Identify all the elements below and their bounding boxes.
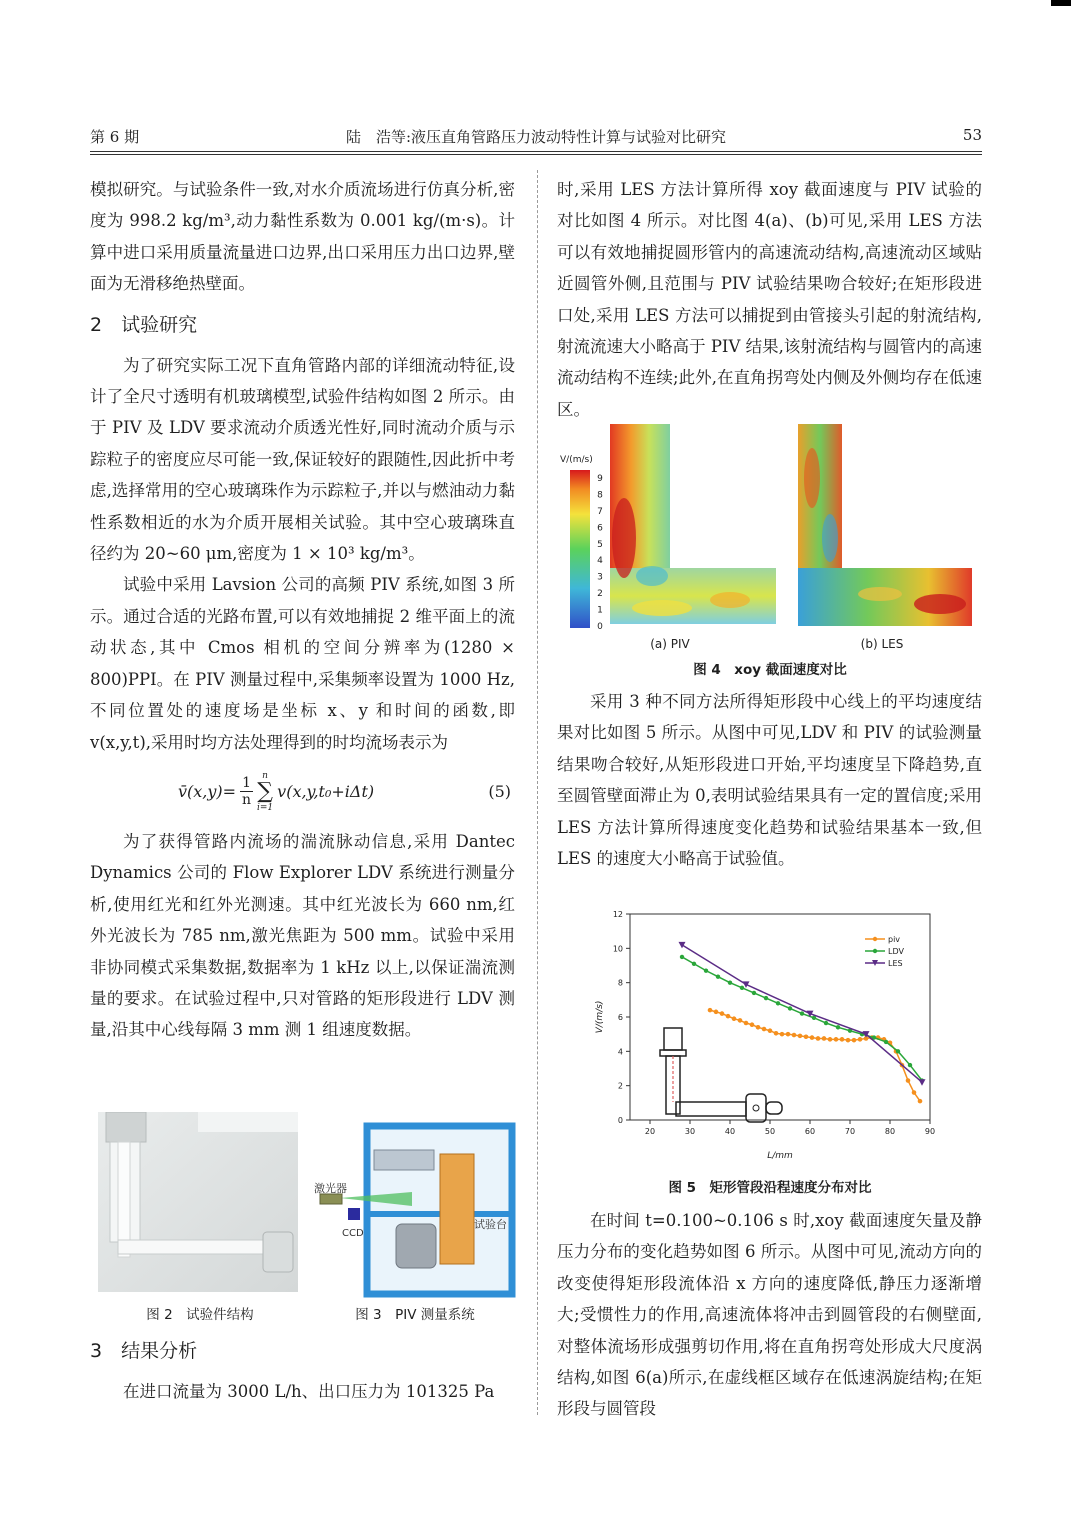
colorbar-tick-label: 6 <box>597 523 603 534</box>
data-point-piv <box>828 1037 833 1042</box>
right-paragraph-3: 在时间 t=0.100~0.106 s 时,xoy 截面速度矢量及静压力分布的变化趋势如图 6 所示。从图中可见,流动方向的改变使得矩形段流体沿 x 方向的速度降低,静压力逐渐增大;受惯性力的作用,高速流体将冲击到圆管段的右侧壁面,对整体流场形成强剪切作用,将在直角拐弯处形成大尺度涡结构,如图 6(a)所示,在虚线框区域存在低速涡旋结构;在矩形段与圆管段 <box>557 1211 982 1419</box>
x-tick-label: 40 <box>724 1127 736 1136</box>
velocity-line-chart <box>580 906 960 1174</box>
piv-contour <box>610 424 776 624</box>
data-point-piv <box>822 1036 827 1041</box>
colorbar-tick-label: 3 <box>597 572 603 583</box>
y-tick-label: 0 <box>617 1116 623 1125</box>
colorbar-ticks <box>597 474 603 632</box>
data-point-LDV <box>728 980 732 984</box>
legend-marker-piv <box>873 937 877 941</box>
left-column <box>90 174 515 1046</box>
left-paragraph-4: 为了获得管路内流场的湍流脉动信息,采用 Dantec Dynamics 公司的 Flow Explorer LDV 系统进行测量分析,使用红光和红外光测速。其中红光波长为 660 nm,红外光波长为 785 nm,激光焦距为 500 mm。试验中采用非协同模式采集数据,数据率为 1 kHz 以上,以保证湍流测量的要求。在试验过程中,只对管路的矩形段进行 LDV 测量,沿其中心线每隔 3 mm 测 1 组速度数据。 <box>90 831 515 1040</box>
data-point-piv <box>738 1018 743 1023</box>
colorbar-tick-label: 2 <box>597 589 603 600</box>
data-point-piv <box>906 1078 911 1083</box>
data-point-piv <box>912 1090 917 1095</box>
data-point-piv <box>918 1099 923 1104</box>
column-divider <box>537 170 538 1415</box>
y-tick-label: 10 <box>612 944 623 954</box>
right-column-top <box>557 174 982 425</box>
data-point-LDV <box>884 1040 888 1044</box>
data-point-piv <box>714 1010 719 1015</box>
figure-4 <box>560 418 980 680</box>
data-point-LDV <box>908 1063 912 1067</box>
y-tick-label: 4 <box>617 1047 623 1057</box>
colorbar-label: V/(m/s) <box>560 455 593 465</box>
data-point-piv <box>858 1037 863 1042</box>
running-title: 陆 浩等:液压直角管路压力波动特性计算与试验对比研究 <box>345 128 727 146</box>
data-point-LDV <box>836 1025 840 1029</box>
y-tick-label: 12 <box>612 910 623 919</box>
issue-number: 第 6 期 <box>90 128 140 146</box>
data-point-piv <box>840 1037 845 1042</box>
left-paragraph-2: 为了研究实际工况下直角管路内部的详细流动特征,设计了全尺寸透明有机玻璃模型,试验件结构如图 2 所示。由于 PIV 及 LDV 要求流动介质透光性好,同时流动介质与示踪粒子的密度应尽可能一致,保证较好的跟随性,因此折中考虑,选择常用的空心玻璃珠作为示踪粒子,并以与燃油动力黏性系数相近的水为介质开展相关试验。其中空心玻璃珠直径约为 20~60 μm,密度为 1 × 10³ kg/m³。 <box>90 355 515 564</box>
data-point-piv <box>768 1028 773 1033</box>
right-paragraph-1: 时,采用 LES 方法计算所得 xoy 截面速度与 PIV 试验的对比如图 4 所示。对比图 4(a)、(b)可见,采用 LES 方法可以有效地捕捉圆形管内的高速流动结构,高速流动区域贴近圆管外侧,且范围与 PIV 试验结果吻合较好;在矩形段进口处,采用 LES 方法可以捕捉到由管接头引起的射流结构,射流流速大小略高于 PIV 结果,该射流结构与圆管内的高速流动结构不连续;此外,在直角拐弯处内侧及外侧均存在低速区。 <box>557 180 982 419</box>
data-point-piv <box>774 1031 779 1036</box>
data-point-LDV <box>704 968 708 972</box>
data-point-LDV <box>776 1001 780 1005</box>
right-paragraph-2: 采用 3 种不同方法所得矩形段中心线上的平均速度结果对比如图 5 所示。从图中可见,LDV 和 PIV 的试验测量结果吻合较好,从矩形段进口开始,平均速度呈下降趋势,直至圆管壁面滞止为 0,表明试验结果具有一定的置信度;采用 LES 方法计算所得速度变化趋势和试验结果基本一致,但 LES 的速度大小略高于试验值。 <box>557 692 982 869</box>
data-point-piv <box>804 1034 809 1039</box>
label-test-bench: 试验台 <box>474 1218 507 1231</box>
running-header <box>90 126 982 148</box>
section-2-heading: 2 试验研究 <box>90 313 198 336</box>
x-tick-label: 70 <box>844 1127 856 1136</box>
data-point-LDV <box>680 955 684 959</box>
data-point-LDV <box>788 1006 792 1010</box>
y-tick-label: 6 <box>617 1013 623 1022</box>
figure-5-caption: 图 5 矩形管段沿程速度分布对比 <box>668 1180 872 1196</box>
colorbar-tick-label: 7 <box>597 506 603 517</box>
data-point-LDV <box>896 1049 900 1053</box>
figure-4-contours <box>560 418 980 680</box>
x-tick-label: 30 <box>684 1127 696 1136</box>
colorbar-tick-label: 5 <box>597 539 603 550</box>
corner-mark <box>1051 0 1071 6</box>
equation-number: (5) <box>488 782 511 802</box>
header-rule-bottom <box>90 154 982 155</box>
equation-5 <box>90 764 515 820</box>
data-point-LDV <box>716 974 720 978</box>
legend-label-piv: piv <box>888 935 901 944</box>
data-point-piv <box>792 1033 797 1038</box>
colorbar-tick-label: 4 <box>597 556 603 567</box>
colorbar-tick-label: 1 <box>597 605 603 616</box>
x-tick-label: 20 <box>644 1127 656 1136</box>
figure-5-chart <box>580 906 960 1174</box>
data-point-piv <box>852 1038 857 1043</box>
right-column-bottom <box>557 1205 982 1425</box>
y-tick-label: 2 <box>617 1081 623 1091</box>
section-3-heading: 3 结果分析 <box>90 1340 198 1362</box>
data-point-piv <box>762 1027 767 1032</box>
colorbar-tick-label: 0 <box>597 622 603 632</box>
header-rule-top <box>90 151 982 152</box>
data-point-piv <box>780 1032 785 1037</box>
sum-lower: i=1 <box>257 802 274 813</box>
right-column-middle <box>557 686 982 874</box>
equation-fraction <box>240 775 253 808</box>
data-point-piv <box>744 1021 749 1026</box>
les-contour <box>798 424 972 626</box>
equation-formula <box>178 771 374 813</box>
page-number: 53 <box>962 126 982 144</box>
equation-lhs: v̄(x,y)= <box>178 782 237 802</box>
subcaption-a: (a) PIV <box>650 637 690 651</box>
equation-rhs: v(x,y,t₀+iΔt) <box>277 782 375 802</box>
legend-label-LES: LES <box>888 959 903 968</box>
data-point-piv <box>846 1038 851 1043</box>
x-axis-label: L/mm <box>767 1151 793 1161</box>
figure-4-caption: 图 4 xoy 截面速度对比 <box>693 662 847 678</box>
data-point-piv <box>786 1032 791 1037</box>
legend-marker-LDV <box>873 949 877 953</box>
data-point-LDV <box>800 1011 804 1015</box>
x-tick-label: 50 <box>764 1127 776 1136</box>
data-point-piv <box>816 1036 821 1041</box>
data-point-LDV <box>740 986 744 990</box>
label-ccd: CCD <box>342 1228 364 1239</box>
fraction-denominator: n <box>242 792 252 809</box>
data-point-piv <box>756 1025 761 1030</box>
y-tick-label: 8 <box>617 978 623 988</box>
colorbar-tick-label: 9 <box>597 474 603 484</box>
x-tick-label: 60 <box>804 1127 816 1136</box>
figure-3-caption: 图 3 PIV 测量系统 <box>355 1307 475 1323</box>
left-paragraph-1: 模拟研究。与试验条件一致,对水介质流场进行仿真分析,密度为 998.2 kg/m³,动力黏性系数为 0.001 kg/(m·s)。计算中进口采用质量流量进口边界,出口采用压力出口边界,壁面为无滑移绝热壁面。 <box>90 180 515 294</box>
data-point-LDV <box>692 962 696 966</box>
data-point-piv <box>798 1034 803 1039</box>
subcaption-b: (b) LES <box>860 637 904 651</box>
fraction-numerator: 1 <box>242 775 251 792</box>
data-point-piv <box>732 1016 737 1021</box>
label-laser: 激光器 <box>314 1182 347 1195</box>
left-paragraph-3: 试验中采用 Lavsion 公司的高频 PIV 系统,如图 3 所示。通过合适的光路布置,可以有效地捕捉 2 维平面上的流动状态,其中 Cmos 相机的空间分辨率为(1280 × 800)PPI。在 PIV 测量过程中,采集频率设置为 1000 Hz,不同位置处的速度场是坐标 x、y 和时间的函数,即 v(x,y,t),采用时均方法处理得到的时均流场表示为 <box>90 575 515 752</box>
data-point-piv <box>726 1014 731 1019</box>
summation: n ∑ i=1 <box>257 770 274 813</box>
x-tick-label: 90 <box>924 1127 936 1136</box>
sum-upper: n <box>262 770 268 781</box>
data-point-piv <box>810 1035 815 1040</box>
data-point-LDV <box>764 996 768 1000</box>
data-point-LDV <box>824 1021 828 1025</box>
y-axis-label: V/(m/s) <box>595 1000 605 1034</box>
x-tick-label: 80 <box>884 1127 896 1136</box>
figure-3-piv-system <box>312 1114 520 1298</box>
colorbar <box>570 470 590 628</box>
data-point-piv <box>708 1008 713 1013</box>
data-point-LDV <box>752 991 756 995</box>
data-point-piv <box>834 1037 839 1042</box>
figure-2-photo <box>98 1112 298 1292</box>
legend-label-LDV: LDV <box>888 947 904 956</box>
colorbar-tick-label: 8 <box>597 490 603 501</box>
data-point-piv <box>720 1011 725 1016</box>
left-paragraph-5: 在进口流量为 3000 L/h、出口压力为 101325 Pa <box>123 1382 495 1401</box>
figure-2-caption: 图 2 试验件结构 <box>146 1307 254 1323</box>
plot-area <box>630 914 930 1120</box>
data-point-piv <box>750 1022 755 1027</box>
